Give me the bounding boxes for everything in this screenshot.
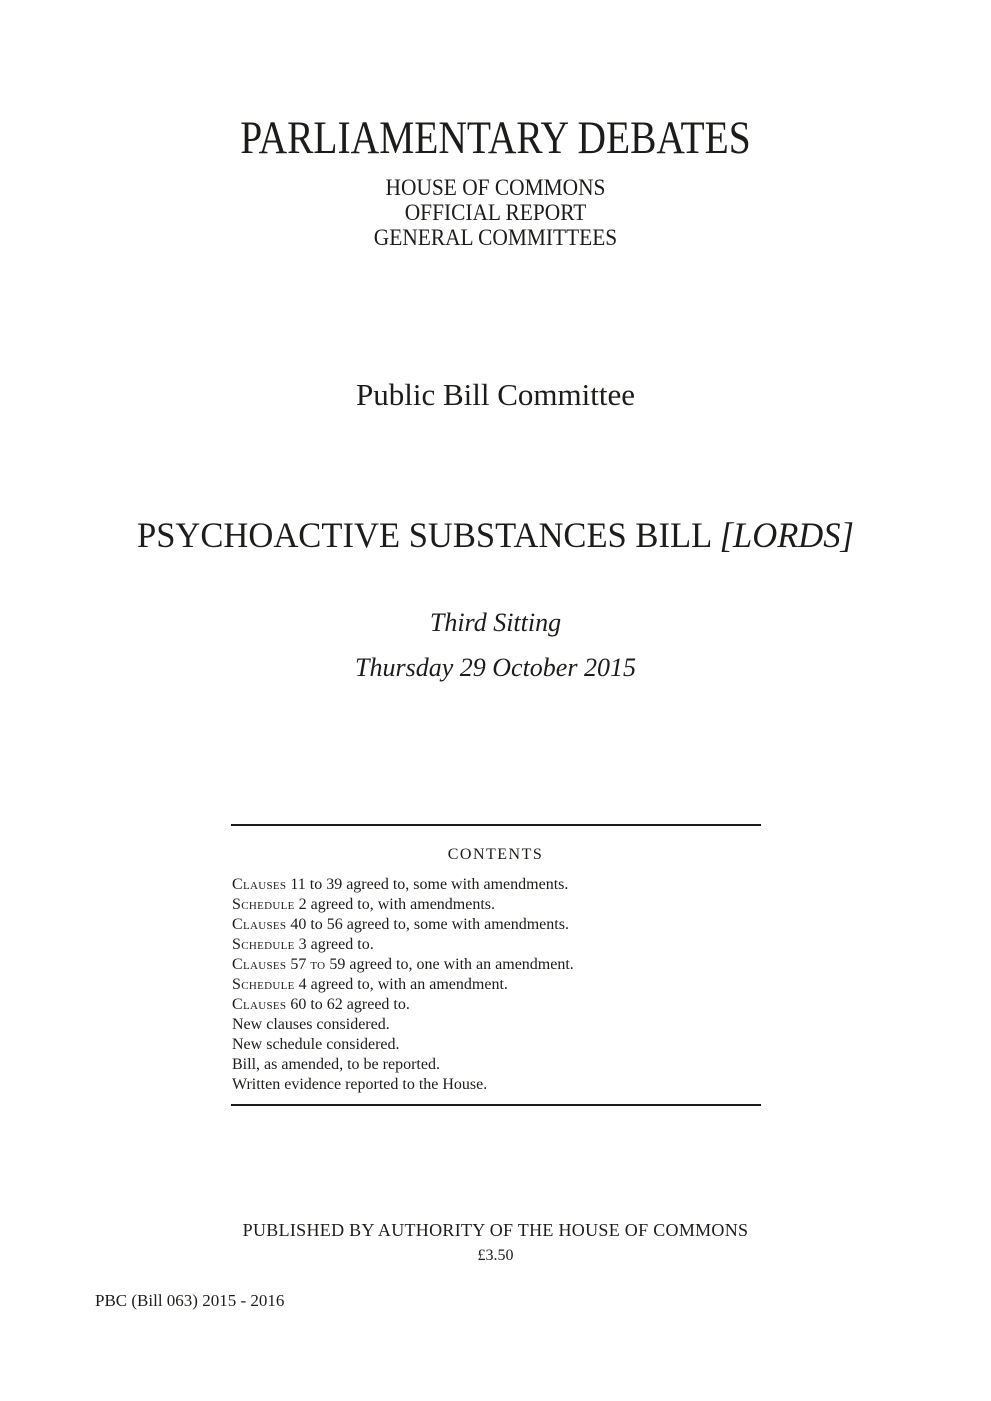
contents-item: Written evidence reported to the House. [232, 1076, 488, 1093]
masthead-line-house-of-commons: HOUSE OF COMMONS [385, 175, 606, 200]
price: £3.50 [477, 1247, 514, 1264]
contents-item: Schedule 4 agreed to, with an amendment. [232, 976, 508, 993]
masthead-line-general-committees: GENERAL COMMITTEES [373, 225, 618, 250]
page-title: PARLIAMENTARY DEBATES [240, 112, 751, 164]
contents-item: Clauses 57 to 59 agreed to, one with an amendment. [232, 956, 574, 973]
contents-item: Clauses 40 to 56 agreed to, some with amendments. [232, 916, 569, 933]
bill-title-lords-suffix: [LORDS] [719, 515, 854, 555]
contents-item: New clauses considered. [232, 1016, 390, 1033]
sitting-number: Third Sitting [429, 608, 562, 637]
contents-divider-top [231, 824, 761, 826]
contents-item: Clauses 60 to 62 agreed to. [232, 996, 410, 1013]
contents-list [232, 875, 772, 1095]
contents-item: Schedule 3 agreed to. [232, 936, 374, 953]
committee-heading: Public Bill Committee [356, 377, 635, 412]
contents-item: New schedule considered. [232, 1036, 400, 1053]
bill-reference-number: PBC (Bill 063) 2015 - 2016 [95, 1291, 285, 1310]
contents-heading: CONTENTS [447, 846, 544, 863]
contents-item: Bill, as amended, to be reported. [232, 1056, 440, 1073]
masthead-line-official-report: OFFICIAL REPORT [404, 200, 587, 225]
bill-title [20, 513, 971, 557]
contents-divider-bottom [231, 1104, 761, 1106]
contents-item: Clauses 11 to 39 agreed to, some with amendments. [232, 876, 569, 893]
published-by-authority-line: PUBLISHED BY AUTHORITY OF THE HOUSE OF COMMONS [242, 1220, 749, 1240]
sitting-date: Thursday 29 October 2015 [355, 653, 636, 682]
bill-title-text: PSYCHOACTIVE SUBSTANCES BILL [136, 515, 711, 555]
masthead-subtitles [35, 175, 957, 250]
contents-item: Schedule 2 agreed to, with amendments. [232, 896, 496, 913]
